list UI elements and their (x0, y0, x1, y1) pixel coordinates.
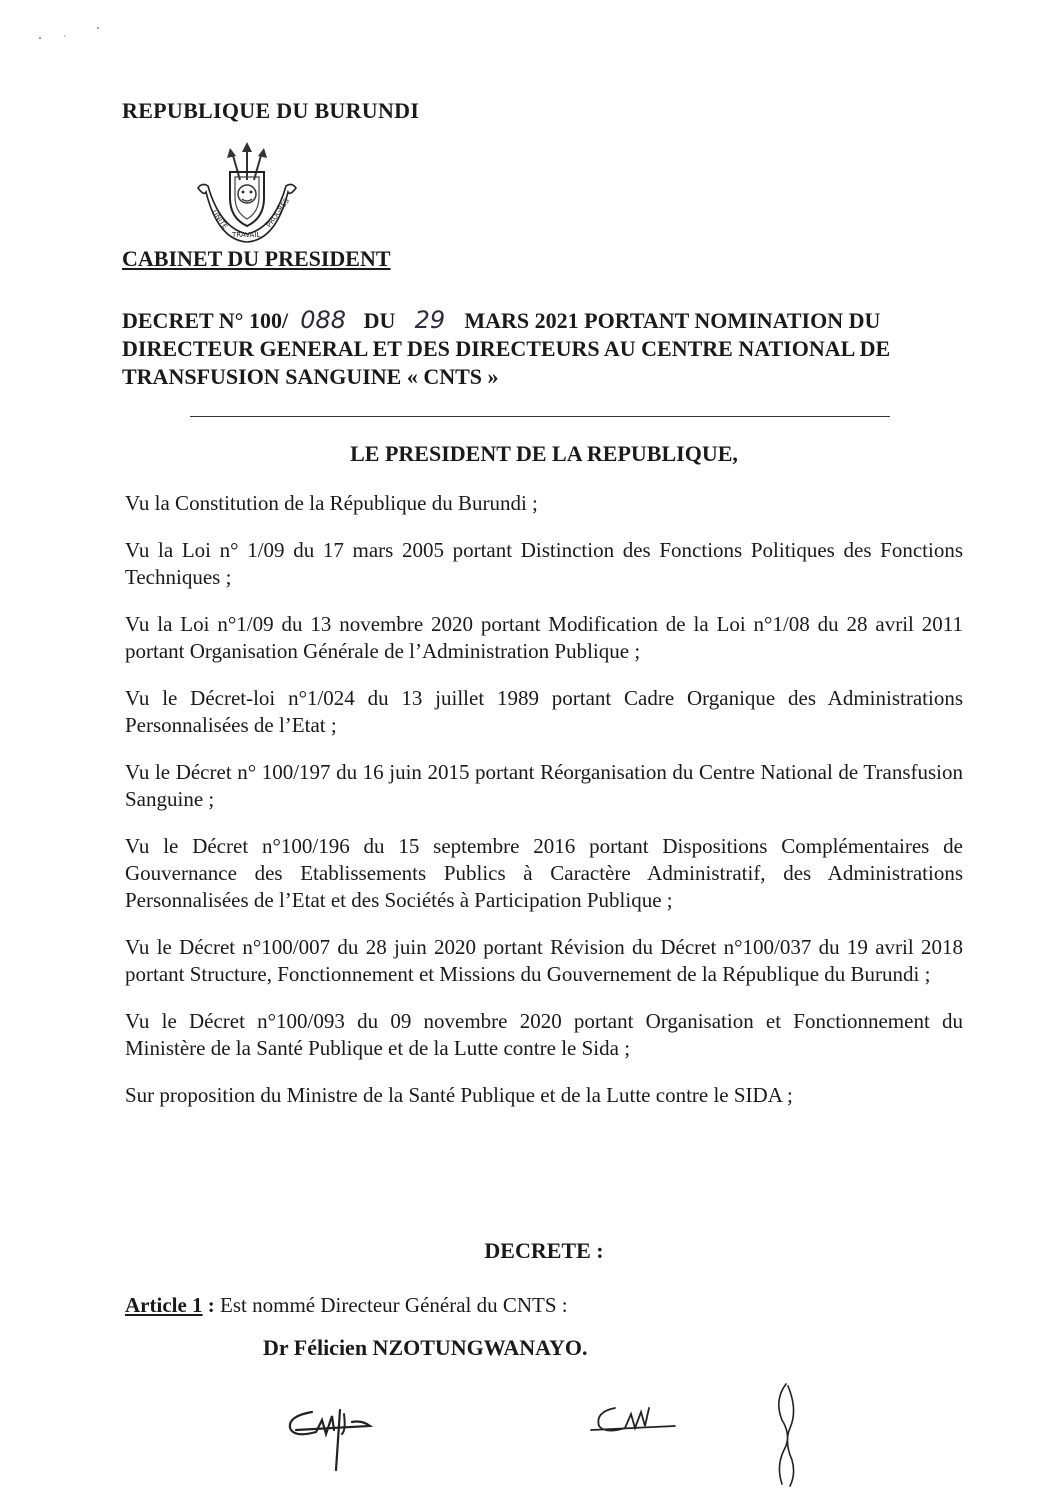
article-1 (125, 1293, 568, 1318)
initials-signature-2 (585, 1400, 680, 1445)
considerants-list (125, 490, 963, 1129)
decrete-heading: DECRETE : (484, 1238, 604, 1263)
svg-text:TRAVAIL: TRAVAIL (232, 231, 261, 239)
country-heading: REPUBLIQUE DU BURUNDI (122, 98, 420, 123)
handwritten-decree-day: 29 (414, 306, 446, 334)
considerant-paragraph: Vu le Décret n°100/093 du 09 novembre 2020 portant Organisation et Fonctionnement du Ministère de la Santé Publique et de la Lutte contre le Sida ; (125, 1009, 963, 1060)
considerant-paragraph: Vu le Décret n°100/196 du 15 septembre 2016 portant Dispositions Complémentaires de Gouvernance des Etablissements Publics à Caractère Administratif, des Administrations Personnalisées de l’Etat et des Sociétés à Participation Publique ; (125, 834, 963, 912)
article-text: Est nommé Directeur Général du CNTS : (214, 1293, 568, 1317)
considerant-paragraph: Vu le Décret-loi n°1/024 du 13 juillet 1989 portant Cadre Organique des Administrations Personnalisées de l’Etat ; (125, 686, 963, 737)
considerant-paragraph: Vu le Décret n° 100/197 du 16 juin 2015 portant Réorganisation du Centre National de Transfusion Sanguine ; (125, 760, 963, 811)
cabinet-heading: CABINET DU PRESIDENT (122, 246, 391, 271)
title-divider (190, 416, 890, 417)
article-colon: : (202, 1293, 215, 1317)
president-heading: LE PRESIDENT DE LA REPUBLIQUE, (350, 441, 738, 466)
svg-text:PROGRES: PROGRES (265, 196, 291, 230)
considerant-paragraph: Vu la Loi n° 1/09 du 17 mars 2005 portant Distinction des Fonctions Politiques des Fonctions Techniques ; (125, 538, 963, 589)
initials-signature-1 (282, 1390, 377, 1475)
article-label: Article 1 (125, 1293, 203, 1317)
decree-title (122, 306, 967, 391)
considerant-paragraph: Vu le Décret n°100/007 du 28 juin 2020 portant Révision du Décret n°100/037 du 19 avril 2018 portant Structure, Fonctionnement et Missions du Gouvernement de la République du Burundi ; (125, 935, 963, 986)
initials-signature-3 (768, 1380, 808, 1490)
coat-of-arms-emblem (190, 140, 305, 245)
decree-title-du: DU (358, 308, 401, 333)
considerant-paragraph: Sur proposition du Ministre de la Santé Publique et de la Lutte contre le SIDA ; (125, 1083, 793, 1107)
handwritten-decree-number: 088 (300, 306, 346, 334)
decree-title-prefix: DECRET N° 100/ (122, 308, 289, 333)
svg-text:UNITE: UNITE (210, 208, 230, 231)
scan-specks (30, 18, 110, 48)
considerant-paragraph: Vu la Constitution de la République du Burundi ; (125, 491, 538, 515)
nominee-name: Dr Félicien NZOTUNGWANAYO. (263, 1335, 588, 1360)
considerant-paragraph: Vu la Loi n°1/09 du 13 novembre 2020 portant Modification de la Loi n°1/08 du 28 avril 2011 portant Organisation Générale de l’Administration Publique ; (125, 612, 963, 663)
decree-title-rest: MARS 2021 PORTANT NOMINATION DU DIRECTEUR GENERAL ET DES DIRECTEURS AU CENTRE NATIONAL DE TRANSFUSION SANGUINE « CNTS » (122, 308, 891, 389)
